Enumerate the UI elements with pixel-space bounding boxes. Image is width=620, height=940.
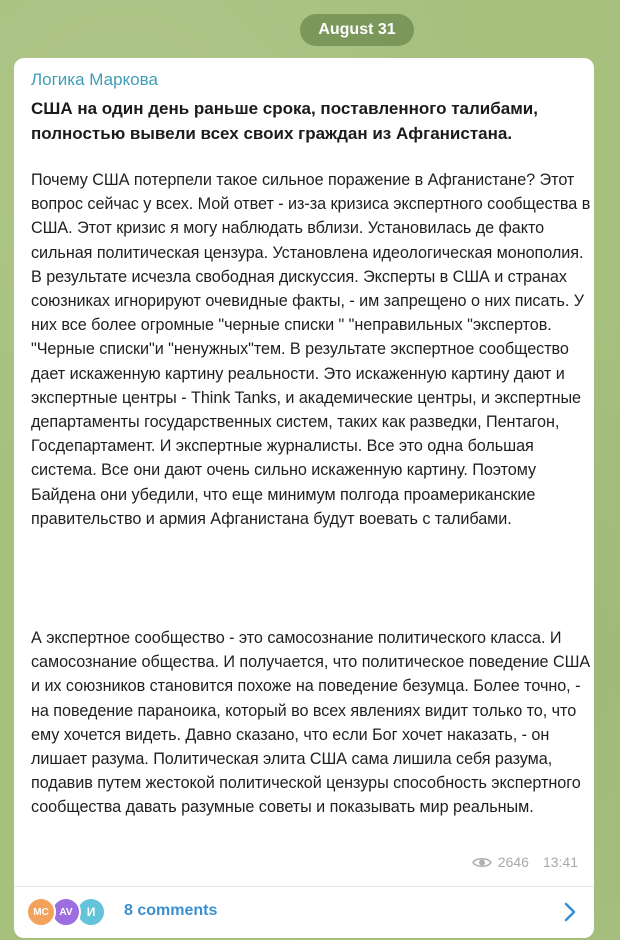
avatar: И bbox=[76, 897, 106, 927]
comments-button[interactable] bbox=[14, 887, 594, 938]
message-bubble bbox=[14, 58, 594, 938]
commenter-avatars bbox=[26, 897, 110, 927]
chevron-right-icon[interactable] bbox=[564, 902, 576, 922]
message-paragraph-2: А экспертное сообщество - это самосознание политического класса. И самосознание общества. И получается, что политическое поведение США и их союзников становится похоже на поведение безумца. Более точно, - на поведение параноика, который во всех явлениях видит только то, что ему хочется видеть. Давно сказано, что если Бог хочет наказать, - он лишает разума. Политическая элита США сама лишила себя разума, подавив путем жестокой политической цензуры способность экспертного сообщества давать разумные советы и показывать мир реальным. bbox=[31, 629, 591, 817]
eye-icon bbox=[472, 856, 492, 869]
message-headline: США на один день раньше срока, поставленного талибами, полностью вывели всех своих граждан из Афганистана. bbox=[31, 99, 538, 143]
avatar: AV bbox=[51, 897, 81, 927]
view-count: 2646 bbox=[497, 854, 529, 870]
message-paragraph-1: Почему США потерпели такое сильное поражение в Афганистане? Этот вопрос сейчас у всех. Мой ответ - из-за кризиса экспертного сообщества в США. Этот кризис я могу наблюдать вблизи. Установилась де факто сильная политическая цензура. Установлена идеологическая монополия. В результате исчезла свободная дискуссия. Эксперты в США и странах союзниках игнорируют очевидные факты, - им запрещено о них писать. У них все более огромные "черные списки " "неправильных "экспертов. "Черные списки"и "ненужных"тем. В результате экспертное сообщество дает искаженную картину реальности. Это искаженную картину дают и экспертные центры - Think Tanks, и академические центры, и экспертные департаменты государственных систем, таких как разведки, Пентагон, Госдепартамент. И экспертные журналисты. Все это одна большая система. Все они дают очень сильно искаженную картину. Поэтому Байдена они убедили, что еще минимум полгода проамериканские правительство и армия Афганистана будут воевать с талибами. bbox=[31, 171, 591, 528]
author-name[interactable]: Логика Маркова bbox=[31, 70, 158, 89]
message-time: 13:41 bbox=[542, 854, 578, 870]
comments-count-label[interactable]: 8 comments bbox=[124, 902, 218, 919]
date-separator: August 31 bbox=[300, 14, 414, 46]
avatar: MC bbox=[26, 897, 56, 927]
message-meta bbox=[472, 854, 578, 870]
